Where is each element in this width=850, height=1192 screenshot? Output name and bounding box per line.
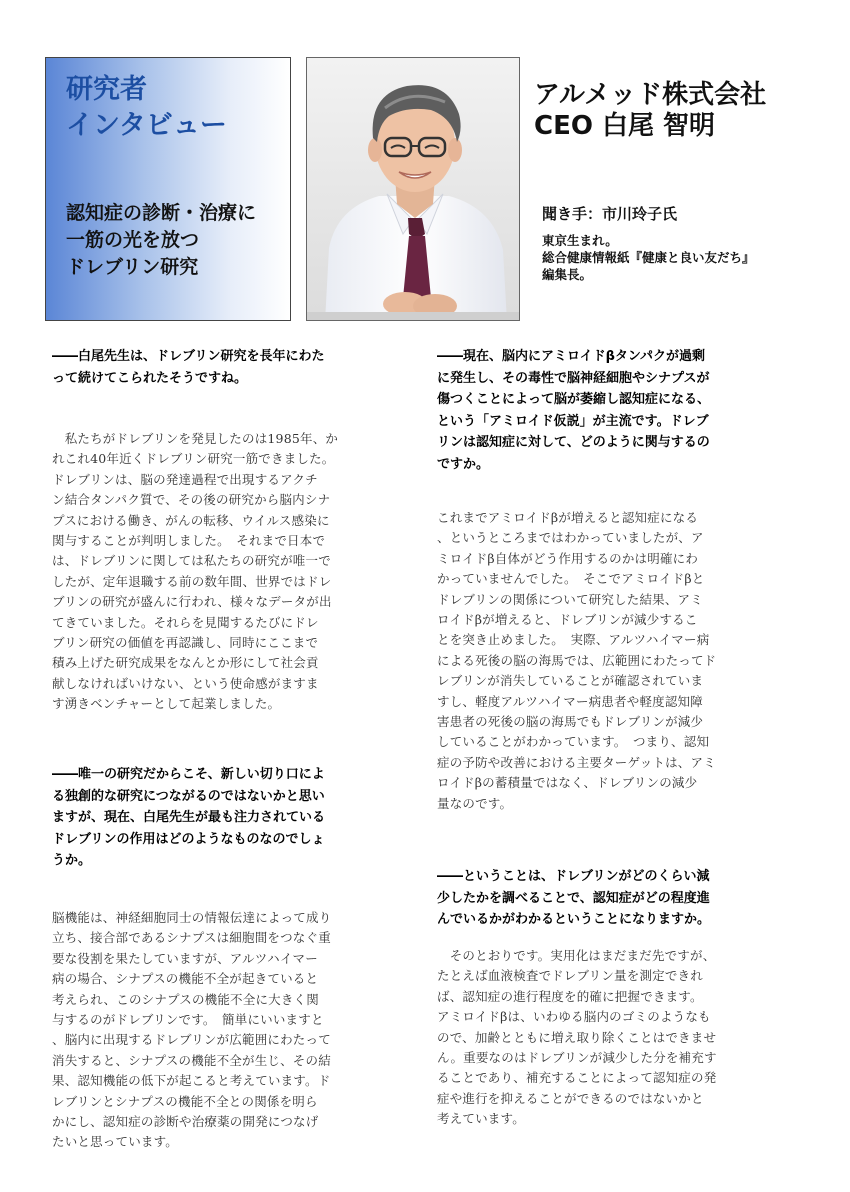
interview-title-box bbox=[45, 57, 291, 321]
answer-line: 脳機能は、神経細胞同士の情報伝達によって成り bbox=[52, 910, 332, 925]
answer-line: ブリン研究の価値を再認識し、同時にここまで bbox=[52, 635, 319, 651]
answer-line: したが、定年退職する前の数年間、世界ではドレ bbox=[52, 573, 332, 589]
article-subtitle bbox=[66, 200, 296, 281]
question-line: って続けてこられたそうですね。 bbox=[52, 370, 248, 386]
answer-line: レブリンが消失していることが確認されていま bbox=[437, 673, 704, 689]
answer-line: プスにおける働き、がんの転移、ウイルス感染に bbox=[52, 512, 330, 528]
answer-line: 害患者の死後の脳の海馬でもドレブリンが減少 bbox=[437, 714, 704, 730]
question-line: ――白尾先生は、ドレブリン研究を長年にわた bbox=[52, 349, 325, 364]
portrait-illustration bbox=[307, 58, 520, 321]
answer-line: ミロイドβ自体がどう作用するのかは明確にわ bbox=[437, 550, 699, 566]
answer-line: 病の場合、シナプスの機能不全が起きていると bbox=[52, 971, 319, 987]
bio-line: 東京生まれ。 bbox=[542, 233, 618, 248]
answer-line: そのとおりです。実用化はまだまだ先ですが、 bbox=[437, 948, 716, 963]
answer-line: ば、認知症の進行程度を的確に把握できます。 bbox=[437, 988, 703, 1004]
question-line: 傷つくことによって脳が萎縮し認知症になる、 bbox=[437, 392, 711, 407]
answer-line: ることであり、補充することによって認知症の発 bbox=[437, 1070, 717, 1086]
answer-line: 私たちがドレブリンを発見したのは1985年、か bbox=[52, 431, 339, 446]
answer-line: たとえば血液検査でドレブリン量を測定できれ bbox=[437, 968, 703, 984]
bio-line: 総合健康情報紙『健康と良い友だち』 bbox=[542, 250, 755, 265]
answer-line: 、というところまではわかっていましたが、ア bbox=[437, 530, 704, 546]
answer-line: 立ち、接合部であるシナプスは細胞間をつなぐ重 bbox=[52, 930, 331, 946]
answer-line: たいと思っています。 bbox=[52, 1134, 179, 1150]
subtitle-line: ドレブリン研究 bbox=[66, 256, 199, 278]
answer-line: 要な役割を果たしていますが、アルツハイマー bbox=[52, 950, 318, 966]
question-line: ――ということは、ドレブリンがどのくらい減 bbox=[437, 869, 710, 884]
answer-line: 症や進行を抑えることができるのではないかと bbox=[437, 1090, 704, 1106]
answer-line: レブリンとシナプスの機能不全との関係を明ら bbox=[52, 1093, 318, 1109]
answer-line: 考えられ、このシナプスの機能不全に大きく関 bbox=[52, 991, 319, 1007]
answer-line: ロイドβが増えると、ドレブリンが減少するこ bbox=[437, 612, 698, 628]
interviewer-bio bbox=[542, 232, 842, 283]
answer-line: 献しなければいけない、という使命感がますま bbox=[52, 675, 319, 691]
answer-line: 積み上げた研究成果をなんとか形にして社会貢 bbox=[52, 655, 319, 671]
question-line: に発生し、その毒性で脳神経細胞やシナプスが bbox=[437, 370, 710, 386]
answer-line: これまでアミロイドβが増えると認知症になる bbox=[437, 510, 699, 525]
answer-line: す湧きベンチャーとして起業しました。 bbox=[52, 696, 281, 712]
question-line: リンは認知症に対して、どのように関与するの bbox=[437, 435, 710, 450]
answer-line: すし、軽度アルツハイマー病患者や軽度認知障 bbox=[437, 693, 703, 709]
question-4 bbox=[437, 866, 710, 931]
question-3 bbox=[437, 346, 710, 475]
title-line: 研究者 bbox=[66, 74, 147, 105]
answer-line: とを突き止めました。 実際、アルツハイマー病 bbox=[437, 632, 710, 648]
answer-line: アミロイドβは、いわゆる脳内のゴミのようなも bbox=[437, 1009, 711, 1025]
question-line: ――現在、脳内にアミロイドβタンパクが過剰 bbox=[437, 349, 706, 364]
answer-line: れこれ40年近くドレブリン研究一筋できました。 bbox=[52, 451, 335, 467]
interviewer-name: 聞き手：市川玲子氏 bbox=[542, 205, 678, 223]
answer-2 bbox=[52, 908, 331, 1153]
question-line: ドレブリンの作用はどのようなものなのでしょ bbox=[52, 831, 325, 847]
question-1 bbox=[52, 346, 324, 389]
answer-line: ブリンの研究が盛んに行われ、様々なデータが出 bbox=[52, 594, 332, 610]
question-line: る独創的な研究につながるのではないかと思い bbox=[52, 788, 325, 804]
answer-line: 与するのがドレブリンです。 簡単にいいますと bbox=[52, 1012, 324, 1028]
answer-line: していることがわかっています。 つまり、認知 bbox=[437, 734, 710, 750]
answer-line: ん。重要なのはドレブリンが減少した分を補充す bbox=[437, 1050, 717, 1066]
answer-line: 関与することが判明しました。 それまで日本で bbox=[52, 533, 326, 549]
answer-line: ン結合タンパク質で、その後の研究から脳内シナ bbox=[52, 492, 331, 508]
answer-line: ドレブリンは、脳の発達過程で出現するアクチ bbox=[52, 471, 318, 487]
question-line: 少したかを調べることで、認知症がどの程度進 bbox=[437, 890, 710, 906]
answer-4 bbox=[437, 946, 717, 1130]
answer-line: 量なのです。 bbox=[437, 795, 513, 811]
portrait-photo bbox=[306, 57, 520, 321]
answer-line: てきていました。それらを見聞するたびにドレ bbox=[52, 614, 319, 630]
question-line: うか。 bbox=[52, 853, 92, 868]
page-title bbox=[66, 72, 227, 144]
company-name bbox=[534, 80, 834, 142]
answer-line: 果、認知機能の低下が起こると考えています。ド bbox=[52, 1073, 331, 1089]
answer-line: は、ドレブリンに関しては私たちの研究が唯一で bbox=[52, 553, 331, 569]
subtitle-line: 一筋の光を放つ bbox=[66, 229, 200, 251]
answer-line: かっていませんでした。 そこでアミロイドβと bbox=[437, 571, 705, 587]
answer-line: 考えています。 bbox=[437, 1111, 525, 1127]
title-line: インタビュー bbox=[66, 110, 227, 141]
answer-line: による死後の脳の海馬では、広範囲にわたってド bbox=[437, 652, 717, 668]
answer-3 bbox=[437, 508, 716, 814]
question-line: という「アミロイド仮説」が主流です。ドレブ bbox=[437, 413, 709, 429]
company-line: アルメッド株式会社 bbox=[534, 80, 767, 110]
answer-1 bbox=[52, 429, 338, 715]
subtitle-line: 認知症の診断・治療に bbox=[66, 202, 257, 224]
answer-line: ので、加齢とともに増え取り除くことはできませ bbox=[437, 1029, 717, 1045]
question-line: ――唯一の研究だからこそ、新しい切り口によ bbox=[52, 767, 325, 782]
answer-line: 消失すると、シナプスの機能不全が生じ、その結 bbox=[52, 1052, 331, 1068]
answer-line: 症の予防や改善における主要ターゲットは、アミ bbox=[437, 754, 716, 770]
bio-line: 編集長。 bbox=[542, 267, 593, 282]
answer-line: 、脳内に出現するドレブリンが広範囲にわたって bbox=[52, 1032, 331, 1048]
question-line: んでいるかがわかるということになりますか。 bbox=[437, 912, 711, 927]
answer-line: ロイドβの蓄積量ではなく、ドレブリンの減少 bbox=[437, 775, 698, 791]
question-2 bbox=[52, 764, 325, 872]
answer-line: ドレブリンの関係について研究した結果、アミ bbox=[437, 591, 703, 607]
question-line: ですか。 bbox=[437, 456, 490, 472]
question-line: ますが、現在、白尾先生が最も注力されている bbox=[52, 810, 326, 825]
answer-line: かにし、認知症の診断や治療薬の開発につなげ bbox=[52, 1114, 319, 1130]
ceo-name: CEO 白尾 智明 bbox=[534, 111, 716, 141]
